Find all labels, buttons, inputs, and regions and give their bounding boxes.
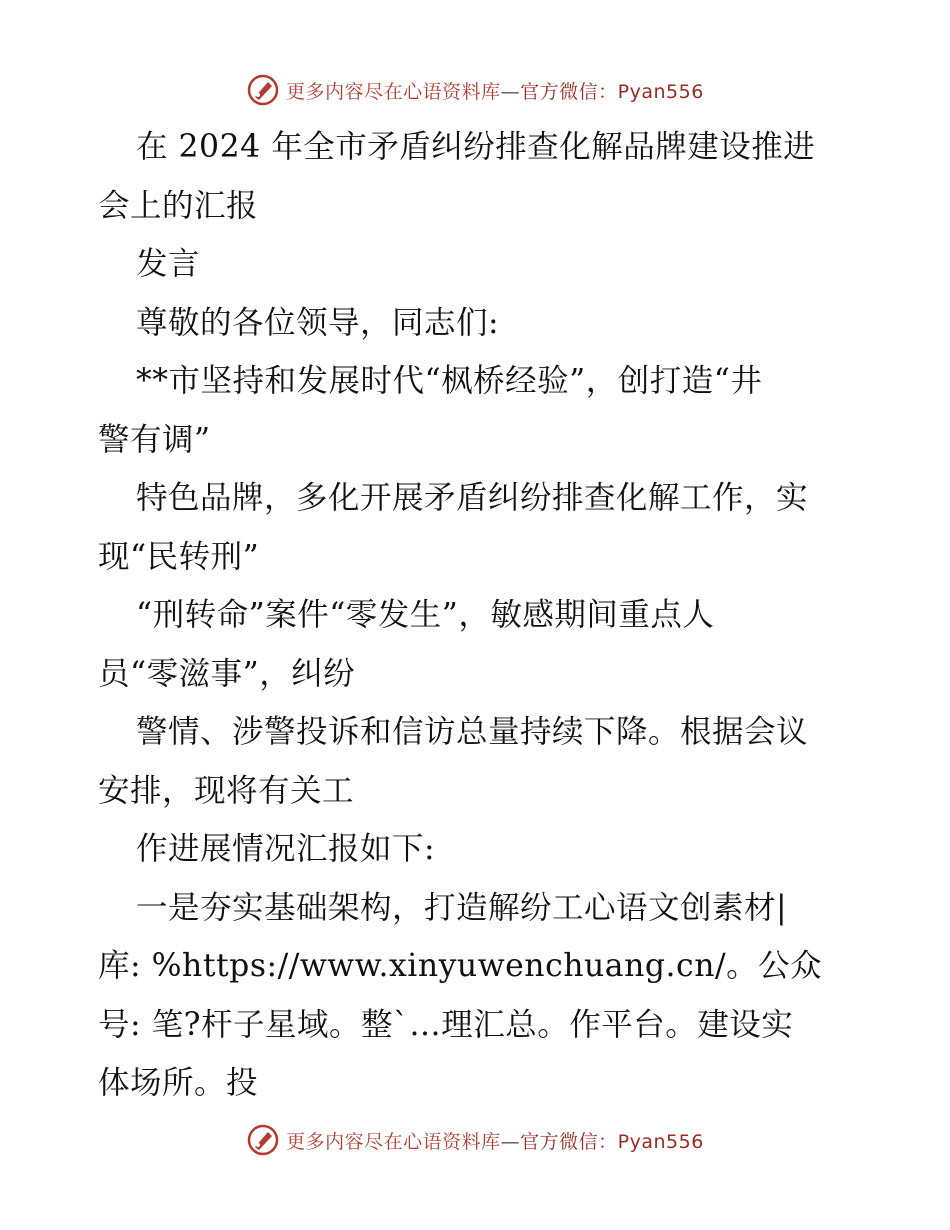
- pen-nib-logo-icon: [246, 1123, 280, 1157]
- text-line: “刑转命”案件“零发生”，敏感期间重点人: [136, 597, 715, 633]
- text-line: 员“零滋事”，纠纷: [98, 655, 356, 692]
- text-line: 发言: [136, 246, 201, 282]
- document-body: [98, 118, 858, 1113]
- header-watermark: [0, 68, 950, 112]
- watermark-text: 更多内容尽在心语资料库—官方微信：Pyan556: [286, 1130, 704, 1153]
- title-line-2: 会上的汇报: [98, 187, 259, 224]
- text-line: **市坚持和发展时代“枫桥经验”，创打造“井: [136, 363, 763, 399]
- text-line: 现“民转刑”: [98, 538, 260, 575]
- text-line: 号: 笔?杆子星域。整`…理汇总。作平台。建设实: [98, 1006, 794, 1043]
- text-line: 库: %https://www.xinyuwenchuang.cn/。公众: [98, 948, 823, 984]
- pen-nib-logo-icon: [246, 73, 280, 107]
- footer-watermark: [0, 1118, 950, 1162]
- watermark-text: 更多内容尽在心语资料库—官方微信：Pyan556: [286, 80, 704, 103]
- text-line: 警情、涉警投诉和信访总量持续下降。根据会议: [136, 714, 809, 750]
- text-line: 作进展情况汇报如下:: [136, 831, 436, 867]
- text-line: 警有调”: [98, 421, 211, 458]
- text-line: 特色品牌，多化开展矛盾纠纷排查化解工作，实: [136, 480, 809, 516]
- text-line: 一是夯实基础架构，打造解纷工心语文创素材|: [136, 889, 788, 926]
- text-line: 安排，现将有关工: [98, 772, 355, 809]
- text-line: 体场所。投: [98, 1065, 259, 1101]
- title-line-1: 在 2024 年全市矛盾纠纷排查化解品牌建设推进: [136, 129, 816, 165]
- salutation-line: 尊敬的各位领导，同志们:: [136, 304, 500, 341]
